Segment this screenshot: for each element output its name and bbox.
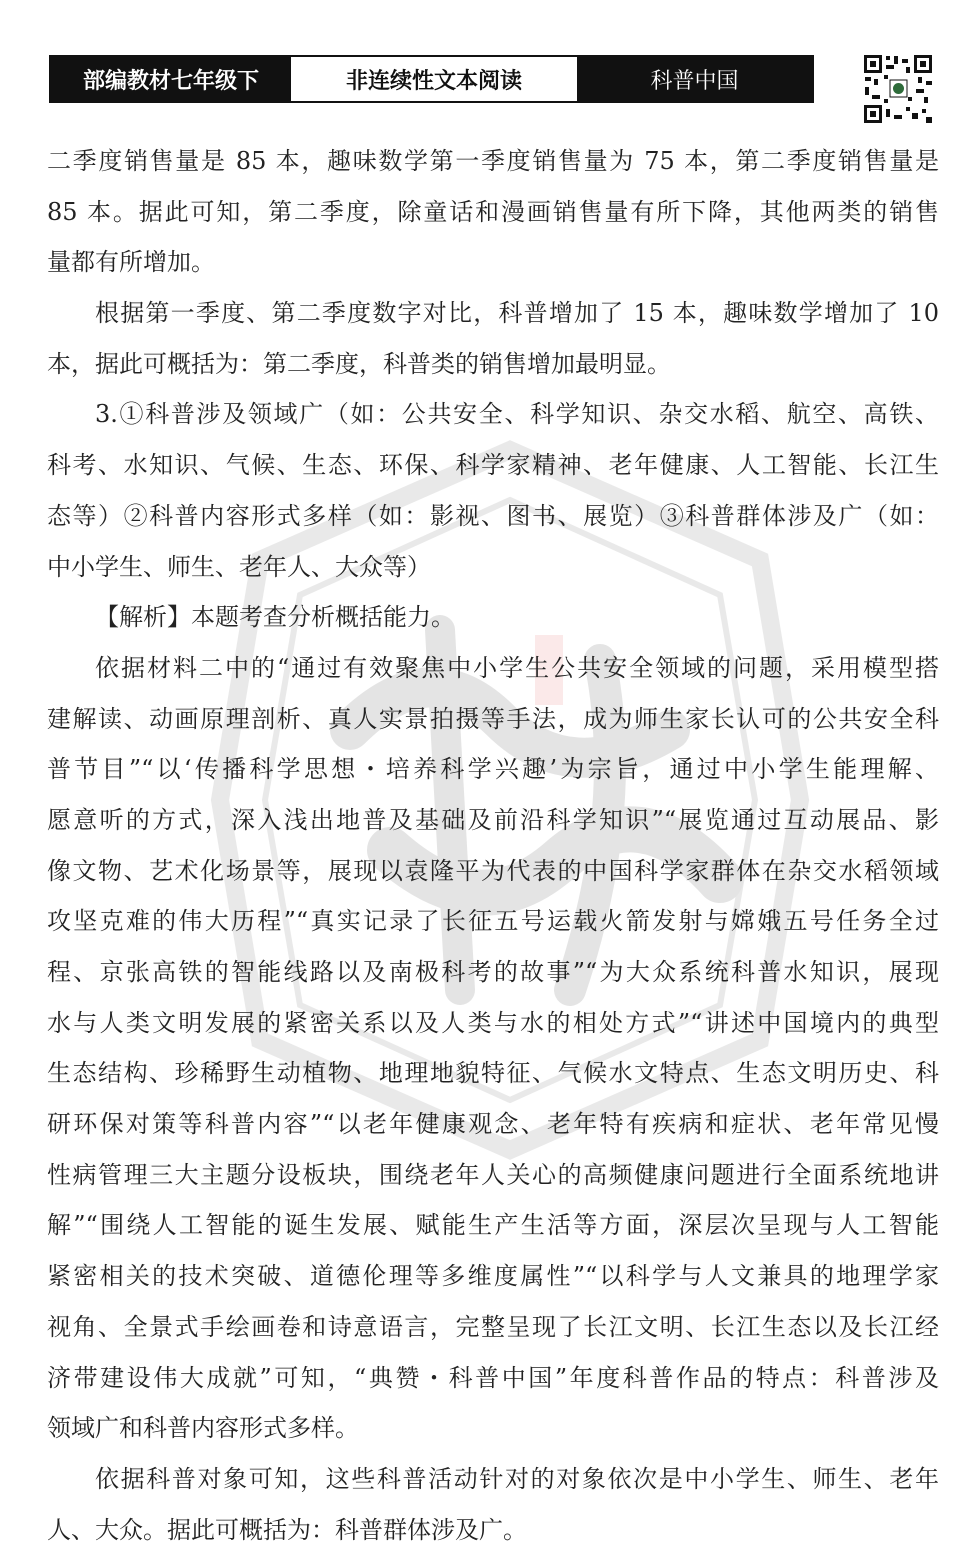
text-line: 态等）②科普内容形式多样（如：影视、图书、展览）③科普群体涉及广（如： — [47, 501, 939, 530]
text-line: 建解读、动画原理剖析、真人实景拍摄等手法，成为师生家长认可的公共安全科 — [47, 704, 939, 733]
topic-label: 科普中国 — [577, 57, 812, 101]
text-line: 像文物、艺术化场景等，展现以袁隆平为代表的中国科学家群体在杂交水稻领域 — [47, 856, 939, 885]
text-line: 量都有所增加。 — [47, 248, 215, 277]
text-line: 攻坚克难的伟大历程”“真实记录了长征五号运载火箭发射与嫦娥五号任务全过 — [47, 907, 939, 936]
analysis-heading: 【解析】本题考查分析概括能力。 — [95, 603, 455, 632]
text-line: 领域广和科普内容形式多样。 — [47, 1414, 359, 1443]
textbook-label: 部编教材七年级下 — [51, 57, 291, 101]
text-line: 85 本。据此可知，第二季度，除童话和漫画销售量有所下降，其他两类的销售 — [47, 197, 939, 226]
text-line: 二季度销售量是 85 本，趣味数学第一季度销售量为 75 本，第二季度销售量是 — [47, 147, 939, 175]
text-line: 人、大众。据此可概括为：科普群体涉及广。 — [47, 1515, 527, 1544]
answer-text — [47, 136, 939, 1555]
text-line: 3.①科普涉及领域广（如：公共安全、科学知识、杂交水稻、航空、高铁、 — [95, 400, 939, 429]
text-line: 研环保对策等科普内容”“以老年健康观念、老年特有疾病和症状、老年常见慢 — [47, 1110, 939, 1139]
text-line: 水与人类文明发展的紧密关系以及人类与水的相处方式”“讲述中国境内的典型 — [47, 1008, 939, 1037]
text-line: 本，据此可概括为：第二季度，科普类的销售增加最明显。 — [47, 349, 671, 378]
qr-code-icon[interactable] — [862, 53, 934, 125]
text-line: 生态结构、珍稀野生动植物、地理地貌特征、气候水文特点、生态文明历史、科 — [47, 1059, 939, 1088]
text-line: 根据第一季度、第二季度数字对比，科普增加了 15 本，趣味数学增加了 10 — [95, 299, 939, 328]
text-line: 紧密相关的技术突破、道德伦理等多维度属性”“以科学与人文兼具的地理学家 — [47, 1262, 939, 1291]
text-line: 科考、水知识、气候、生态、环保、科学家精神、老年健康、人工智能、长江生 — [47, 451, 939, 480]
text-line: 解”“围绕人工智能的诞生发展、赋能生产生活等方面，深层次呈现与人工智能 — [47, 1211, 939, 1240]
text-line: 济带建设伟大成就”可知，“典赞・科普中国”年度科普作品的特点：科普涉及 — [47, 1363, 939, 1392]
header-bar — [49, 55, 814, 103]
text-line: 性病管理三大主题分设板块，围绕老年人关心的高频健康问题进行全面系统地讲 — [47, 1160, 939, 1189]
section-title: 非连续性文本阅读 — [291, 57, 577, 101]
text-line: 普节目”“以‘传播科学思想・培养科学兴趣’为宗旨，通过中小学生能理解、 — [47, 755, 939, 784]
text-line: 依据材料二中的“通过有效聚焦中小学生公共安全领域的问题，采用模型搭 — [95, 653, 939, 682]
text-line: 依据科普对象可知，这些科普活动针对的对象依次是中小学生、师生、老年 — [95, 1464, 939, 1493]
text-line: 程、京张高铁的智能线路以及南极科考的故事”“为大众系统科普水知识，展现 — [47, 958, 939, 986]
text-line: 视角、全景式手绘画卷和诗意语言，完整呈现了长江文明、长江生态以及长江经 — [47, 1312, 939, 1341]
text-line: 愿意听的方式，深入浅出地普及基础及前沿科学知识”“展览通过互动展品、影 — [47, 805, 939, 834]
text-line: 中小学生、师生、老年人、大众等） — [47, 552, 431, 581]
